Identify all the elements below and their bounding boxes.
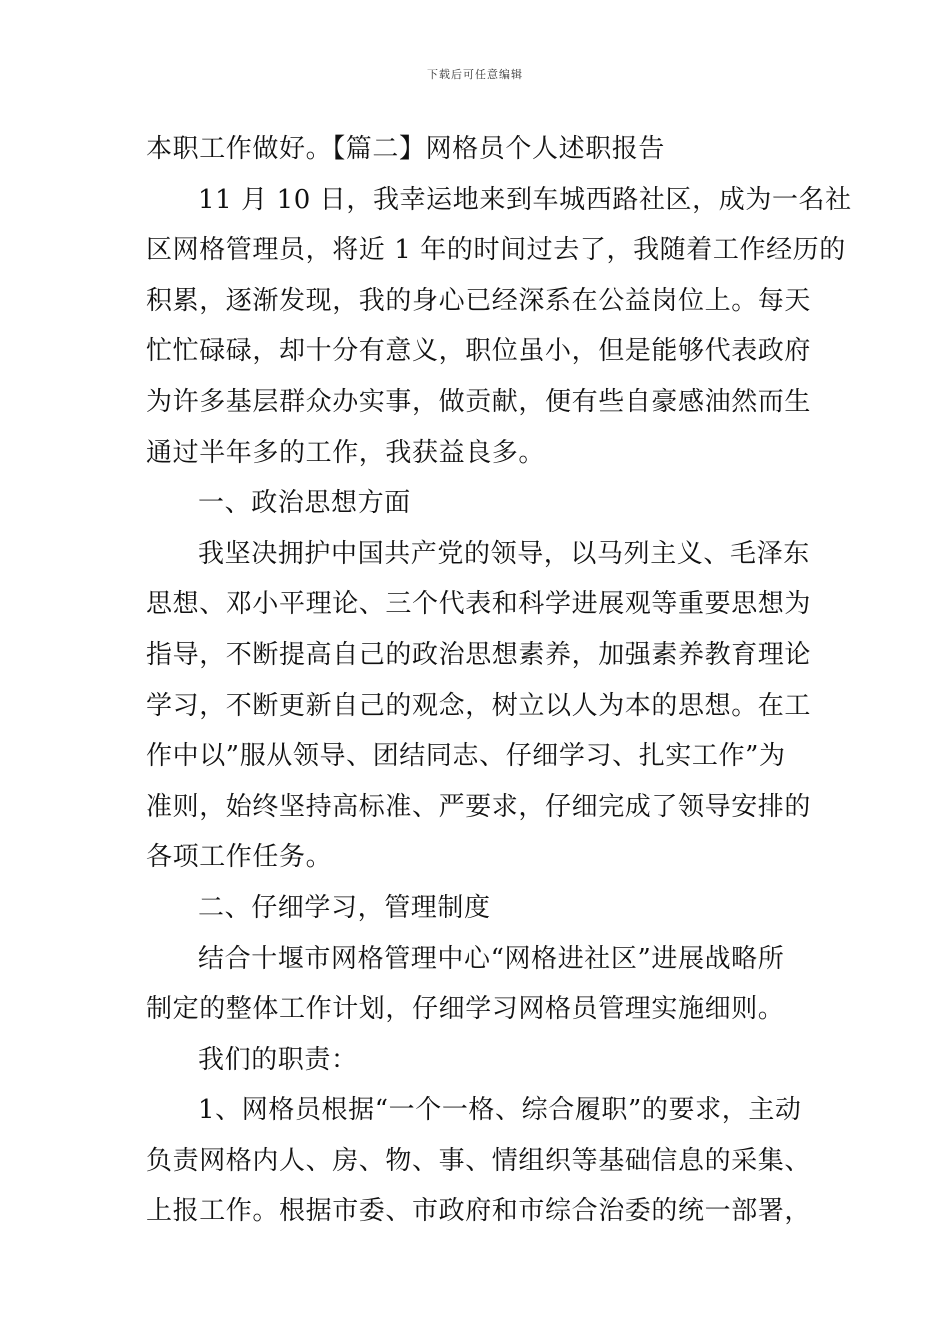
text-line: 准则，始终坚持高标准、严要求，仔细完成了领导安排的 [146,791,812,822]
section-heading: 一、政治思想方面 [198,488,411,519]
body-text [146,124,852,1237]
text-line: 制定的整体工作计划，仔细学习网格员管理实施细则。 [146,994,785,1025]
text-line: 本职工作做好。【篇二】网格员个人述职报告 [146,134,666,164]
text-line: 我们的职责： [198,1044,358,1075]
text-line: 积累，逐渐发现，我的身心已经深系在公益岗位上。每天 [146,285,812,316]
text-line: 作中以”服从领导、团结同志、仔细学习、扎实工作”为 [146,741,786,772]
text-line: 通过半年多的工作，我获益良多。 [146,437,546,468]
text-line: 指导，不断提高自己的政治思想素养，加强素养教育理论 [146,639,812,670]
text-line: 1、网格员根据“一个一格、综合履职”的要求，主动 [198,1095,802,1126]
text-line: 各项工作任务。 [146,842,333,873]
text-line: 负责网格内人、房、物、事、情组织等基础信息的采集、 [146,1145,812,1176]
header-note: 下载后可任意编辑 [427,68,523,81]
text-line: 学习，不断更新自己的观念，树立以人为本的思想。在工 [146,690,812,721]
section-heading: 二、仔细学习，管理制度 [198,892,491,923]
text-line: 11 月 10 日，我幸运地来到车城西路社区，成为一名社 [198,184,852,215]
text-line: 区网格管理员，将近 1 年的时间过去了，我随着工作经历的 [146,235,846,266]
text-line: 上报工作。根据市委、市政府和市综合治委的统一部署， [146,1196,812,1227]
text-line: 为许多基层群众办实事，做贡献，便有些自豪感油然而生 [146,386,812,417]
text-line: 结合十堰市网格管理中心“网格进社区”进展战略所 [198,943,785,974]
text-line: 思想、邓小平理论、三个代表和科学进展观等重要思想为 [146,589,812,620]
text-line: 忙忙碌碌，却十分有意义，职位虽小，但是能够代表政府 [146,336,812,367]
text-line: 我坚决拥护中国共产党的领导，以马列主义、毛泽东 [198,538,810,569]
